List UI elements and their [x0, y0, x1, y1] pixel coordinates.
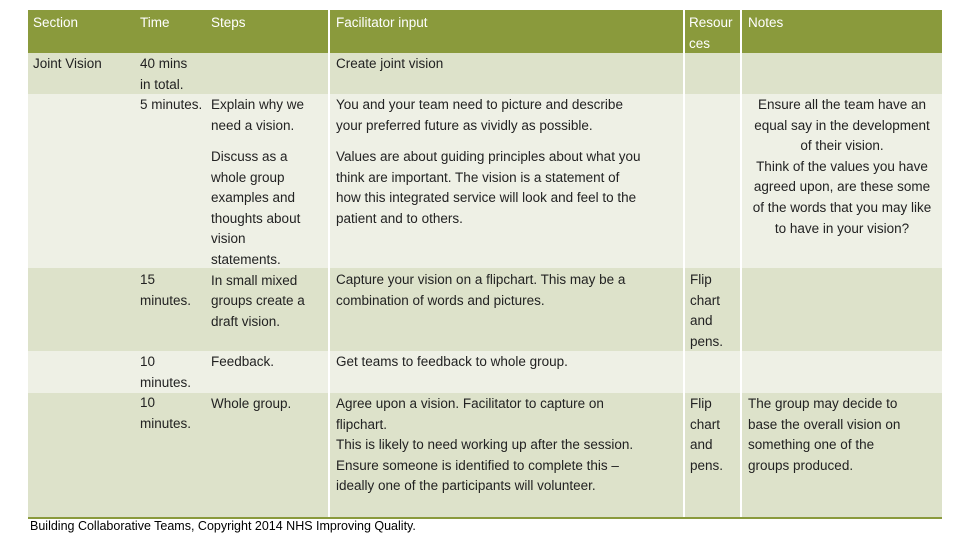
step-discuss: Discuss as a whole group examples and thoughts about vision statements. In small mixed groups create a draft vision.	[211, 149, 305, 329]
header-facilitator-input: Facilitator input	[336, 15, 428, 30]
header-section: Section	[33, 15, 79, 30]
step-feedback: Feedback.	[211, 354, 275, 369]
notes-equal-say: Ensure all the team have an equal say in the development of their vision. Think of the values you have agreed upon, are these some of the words that you may like to have in your vision?	[752, 97, 932, 236]
notes-group-decide: The group may decide to base the overall vision on something one of the groups produced.	[748, 396, 901, 473]
header-resources: Resour ces	[689, 15, 733, 51]
facilitator-feedback: Get teams to feedback to whole group.	[336, 354, 568, 369]
facilitator-title: Create joint vision	[336, 56, 444, 71]
step-explain: Explain why we need a vision.	[211, 97, 305, 133]
time-total: 40 mins in total. 5 minutes.	[140, 56, 203, 113]
facilitator-agree: Agree upon a vision. Facilitator to capture on flipchart. This is likely to need working up after the session. Ensure someone is identified to complete this – ideally one of the participants will volunteer.	[336, 396, 634, 494]
resources-flipchart: Flip chart and pens.	[690, 396, 724, 473]
step-whole-group: Whole group.	[211, 396, 292, 411]
section-name: Joint Vision	[33, 56, 102, 71]
column-divider	[328, 10, 330, 517]
header-steps: Steps	[211, 15, 246, 30]
facilitator-picture: You and your team need to picture and describe your preferred future as vividly as possible.	[336, 97, 623, 133]
copyright-footer: Building Collaborative Teams, Copyright 2014 NHS Improving Quality.	[30, 519, 416, 533]
resources-flipchart: Flip chart and pens.	[690, 272, 724, 349]
time-10-minutes: 10 minutes. 10 minutes.	[140, 354, 192, 431]
facilitator-values: Values are about guiding principles about what you think are important. The vision is a statement of how this integrated service will look and feel to the patient and to others.	[336, 149, 641, 226]
column-divider	[683, 10, 685, 517]
time-15-minutes: 15 minutes.	[140, 272, 192, 308]
header-notes: Notes	[748, 15, 784, 30]
header-time: Time	[140, 15, 170, 30]
facilitator-capture: Capture your vision on a flipchart. This may be a combination of words and pictures.	[336, 272, 626, 308]
column-divider	[740, 10, 742, 517]
